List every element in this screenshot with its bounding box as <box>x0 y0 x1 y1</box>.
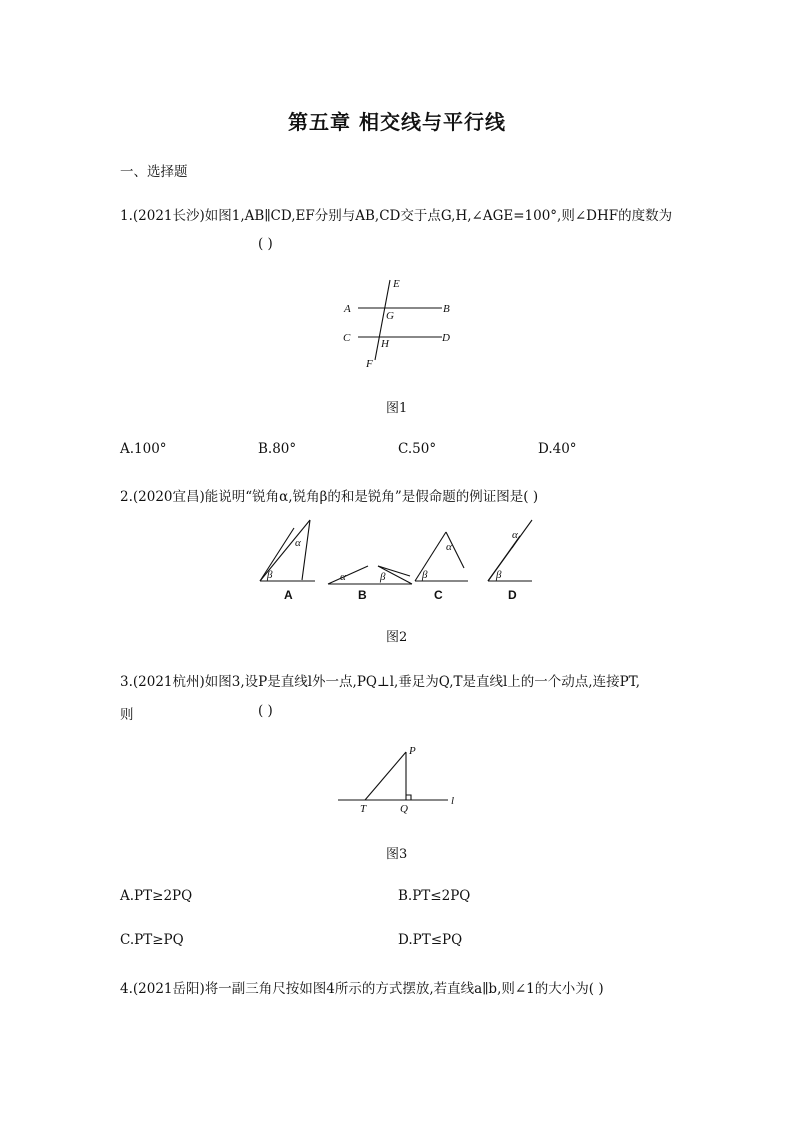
q2-figure-b <box>328 566 412 584</box>
q2-figure-a <box>260 520 315 581</box>
q2-sub-label-d: D <box>508 588 517 602</box>
q2-stem: 2.(2020宜昌)能说明“锐角α,锐角β的和是锐角”是假命题的例证图是( ) <box>120 489 539 505</box>
q1-figure <box>330 275 470 375</box>
q2-sub-label-b: B <box>358 588 367 602</box>
q2-figure-c <box>415 532 468 581</box>
q3-label-p: P <box>409 745 416 757</box>
q3-label-q: Q <box>400 803 408 815</box>
q2-a-beta: β <box>267 569 273 581</box>
q3-segment-pt <box>365 752 406 800</box>
q1-label-f: F <box>366 358 373 370</box>
q1-option-a: A.100° <box>120 441 167 457</box>
q2-d-beta: β <box>496 569 502 581</box>
q1-option-c: C.50° <box>398 441 437 457</box>
q1-option-b: B.80° <box>258 441 297 457</box>
q3-stem-continued: 则 <box>120 707 134 723</box>
q1-answer-paren: ( ) <box>258 236 273 252</box>
q2-caption: 图2 <box>386 630 408 645</box>
q1-label-d: D <box>442 332 450 344</box>
q2-c-alpha: α <box>446 541 452 553</box>
q1-label-g: G <box>386 310 394 322</box>
q2-a-alpha: α <box>295 537 301 549</box>
q1-stem: 1.(2021长沙)如图1,AB∥CD,EF分别与AB,CD交于点G,H,∠AGE=100°,则∠DHF的度数为 <box>120 208 673 224</box>
q2-sub-label-c: C <box>434 588 443 602</box>
q1-option-d: D.40° <box>538 441 577 457</box>
q2-d-alpha: α <box>512 529 518 541</box>
q2-b-alpha: α <box>340 571 346 583</box>
q3-figure <box>335 742 465 820</box>
q2-figure-d <box>488 520 532 581</box>
q2-b-beta: β <box>380 571 386 583</box>
q1-label-h: H <box>381 338 389 350</box>
q3-right-angle-mark <box>406 795 411 800</box>
q1-label-b: B <box>443 303 450 315</box>
page-title: 第五章 相交线与平行线 <box>288 110 506 134</box>
q3-answer-paren: ( ) <box>258 703 273 719</box>
q1-label-a: A <box>344 303 351 315</box>
q3-option-d: D.PT≤PQ <box>398 932 463 948</box>
q3-option-a: A.PT≥2PQ <box>120 888 193 904</box>
q3-label-l: l <box>451 795 455 807</box>
q3-stem: 3.(2021杭州)如图3,设P是直线l外一点,PQ⊥l,垂足为Q,T是直线l上的一个动点,连接PT, <box>120 674 640 690</box>
q1-label-c: C <box>343 332 351 344</box>
q2-c-beta: β <box>422 569 428 581</box>
q4-stem: 4.(2021岳阳)将一副三角尺按如图4所示的方式摆放,若直线a∥b,则∠1的大小为( ) <box>120 981 604 997</box>
q1-caption: 图1 <box>386 401 408 416</box>
q1-label-e: E <box>393 278 400 290</box>
q2-figure <box>250 518 550 608</box>
q3-option-b: B.PT≤2PQ <box>398 888 471 904</box>
q2-sub-label-a: A <box>284 588 293 602</box>
q3-caption: 图3 <box>386 847 408 862</box>
q3-option-c: C.PT≥PQ <box>120 932 184 948</box>
q3-label-t: T <box>360 803 367 815</box>
section-heading: 一、选择题 <box>120 164 188 180</box>
